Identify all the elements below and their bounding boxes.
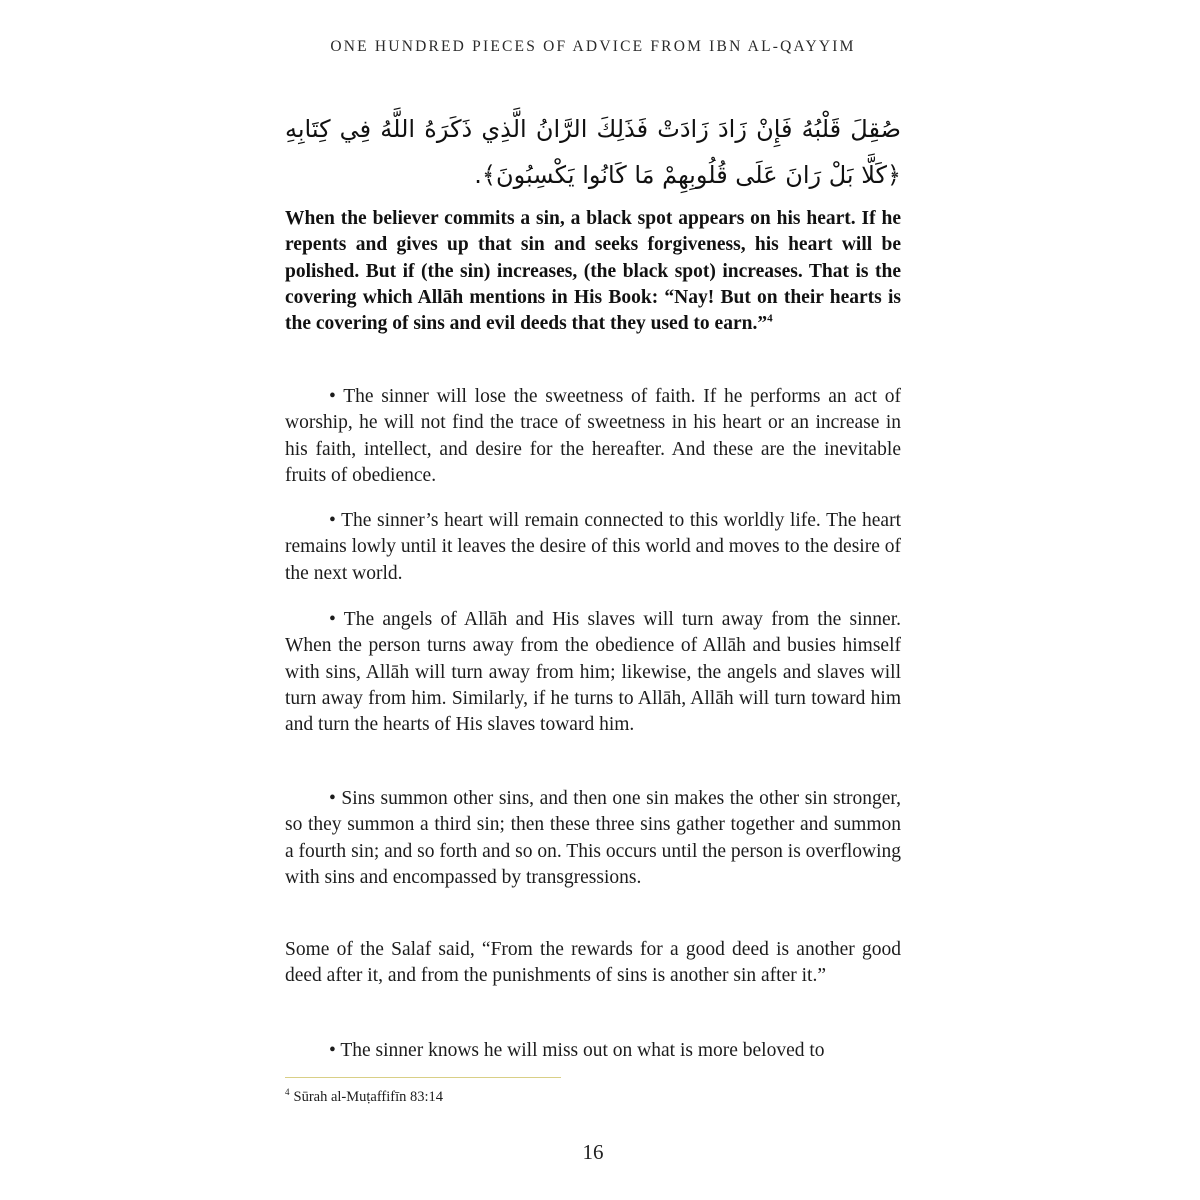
bullet-paragraph <box>285 384 901 489</box>
page-number: 16 <box>582 1140 604 1164</box>
bullet-paragraph <box>285 607 901 738</box>
footnote <box>285 1087 443 1106</box>
salaf-quote-paragraph <box>285 937 901 990</box>
paragraph-text: Some of the Salaf said, “From the rewards for a good deed is another good deed after it, and from the punishments of sins is another sin after it.” <box>285 939 901 987</box>
paragraph-text: The sinner’s heart will remain connected to this worldly life. The heart remains lowly until it leaves the desire of this world and moves to the desire of the next world. <box>285 510 901 584</box>
running-header: ONE HUNDRED PIECES OF ADVICE FROM IBN AL-QAYYIM <box>330 38 856 55</box>
paragraph-text: The sinner knows he will miss out on what is more beloved to <box>340 1040 825 1061</box>
bullet-icon: • <box>329 609 336 630</box>
paragraph-text: The sinner will lose the sweetness of faith. If he performs an act of worship, he will not find the trace of sweetness in his heart or an increase in his faith, intellect, and desire for the hereafter. And these are the inevitable fruits of obedience. <box>285 386 901 486</box>
translation-text: When the believer commits a sin, a black spot appears on his heart. If he repents and gives up that sin and seeks forgiveness, his heart will be polished. But if (the sin) increases, (the black spot) increases. That is the covering which Allāh mentions in His Book: “Nay! But on their hearts is the covering of sins and evil deeds that they used to earn.” <box>285 208 901 335</box>
paragraph-text: The angels of Allāh and His slaves will turn away from the sinner. When the person turns away from the obedience of Allāh and busies himself with sins, Allāh will turn away from him; likewise, the angels and slaves will turn away from him. Similarly, if he turns to Allāh, Allāh will turn toward him and turn the hearts of His slaves toward him. <box>285 609 901 736</box>
footnote-marker: 4 <box>285 1087 290 1097</box>
bullet-paragraph <box>285 508 901 587</box>
footnote-divider <box>285 1077 561 1078</box>
bullet-icon: • <box>329 510 336 531</box>
book-page <box>285 0 901 1200</box>
footnote-text: Sūrah al-Muṭaffifīn 83:14 <box>293 1088 444 1105</box>
paragraph-text: Sins summon other sins, and then one sin makes the other sin stronger, so they summon a third sin; then these three sins gather together and summon a fourth sin; and so forth and so on. This occurs until the person is overflowing with sins and encompassed by transgressions. <box>285 788 902 888</box>
hadith-translation <box>285 206 901 337</box>
bullet-paragraph <box>285 786 901 891</box>
bullet-icon: • <box>329 788 336 809</box>
bullet-paragraph <box>285 1038 901 1064</box>
arabic-hadith-text: صُقِلَ قَلْبُهُ فَإِنْ زَادَ زَادَتْ فَذَلِكَ الرَّانُ الَّذِي ذَكَرَهُ اللَّهُ فِي كِتَابِهِ ﴿كَلَّا بَلْ رَانَ عَلَى قُلُوبِهِمْ مَا كَانُوا يَكْسِبُونَ﴾. <box>285 115 901 189</box>
bullet-icon: • <box>329 386 336 407</box>
bullet-icon: • <box>329 1040 336 1061</box>
footnote-reference: 4 <box>767 312 773 325</box>
